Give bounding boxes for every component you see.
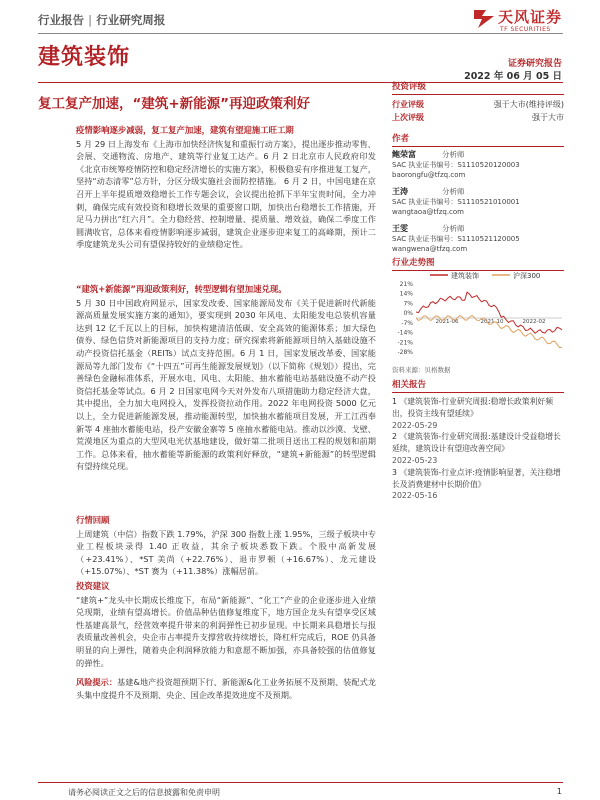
breadcrumb-industry-report: 行业报告 xyxy=(38,13,84,27)
y-tick-label: -14% xyxy=(397,329,413,337)
related-item-date: 2022-05-16 xyxy=(392,491,438,501)
author-entry xyxy=(392,150,564,187)
series-line-construction xyxy=(416,292,562,333)
report-date: 2022 年 06 月 05 日 xyxy=(464,71,562,82)
related-item[interactable] xyxy=(392,431,564,466)
x-tick-label: 2021-10 xyxy=(480,319,504,325)
section-body: 基建&地产投资超预期下行、新能源&化工业务拓展不及预期、装配式龙头集中度提升不及预期、央企、国企改革提效进度不及预期。 xyxy=(76,677,376,700)
logo-text-en: TF SECURITIES xyxy=(500,26,551,33)
report-type: 证券研究报告 xyxy=(507,59,562,69)
page-number: 1 xyxy=(556,787,562,796)
authors-title: 作者 xyxy=(392,134,410,144)
logo-text-cn: 天风证券 xyxy=(498,8,563,26)
chart-title: 行业走势图 xyxy=(392,258,435,268)
breadcrumb-separator: | xyxy=(88,13,93,27)
section-heading: 风险提示： xyxy=(76,677,118,687)
section-body: “建筑+”龙头中长期成长维度下，布局“新能源”、“化工”产业的企业逐步进入业绩兑现期，业绩有望高增长。价值品种估值修复维度下，地方国企龙头有望享受区域性基建高景气，经营效率提升带来的利润弹性已初步显现。中长期来具稳增长与报表质量改善机会，央企市占率提升支撑营收持续增长，降杠杆完成后，ROE 仍具备明显的向上弹性，随着央企利润释放能力和意愿不断加强，亦具备较强的估值修复的弹性。 xyxy=(76,594,376,668)
chart-legend xyxy=(430,271,540,280)
x-tick-label: 2022-02 xyxy=(522,319,546,325)
section-new-energy xyxy=(76,283,376,473)
legend-label-hs300: 沪深300 xyxy=(513,272,541,280)
related-item-title[interactable]: 3 《建筑装饰-行业点评:疫情影响显著，关注稳增长及消费建材中长期价值》 xyxy=(392,467,561,489)
author-email[interactable]: baorongfu@tfzq.com xyxy=(392,171,466,179)
y-tick-label: -7% xyxy=(401,319,413,327)
author-role: 分析师 xyxy=(442,187,465,196)
section-body: 5 月 30 日中国政府网显示，国家发改委、国家能源局发布《关于促进新时代新能源高质量发展实施方案的通知》，要实现到 2030 年风电、太阳能发电总装机容量达到 12 亿千瓦以上的目标，加快构建清洁低碳、安全高效的能源体系；加大绿色债券、绿色信贷对新能源项目的支持力度；研究探索将新能源项目纳入基础设施不动产投资信托基金（REITs）试点支持范围。6 月 1 日，国家发展改革委、国家能源局等九部门发布《“十四五”可再生能源发展规划》（以下简称《规划》）提出，完善绿色金融标准体系，开展水电、风电、太阳能、抽水蓄能电站基础设施不动产投资信托基金等试点。6 月 2 日国家电网今天对外发布八项措施助力稳定经济大盘，其中提出，全力加大电网投入，发挥投资拉动作用。2022 年电网投资 5000 亿元以上，全力促进新能源发展，推动能源转型，加快抽水蓄能项目发展，开工江西奉新等 4 座抽水蓄能电站，投产安徽金寨等 5 座抽水蓄能电站。推动以沙漠、戈壁、荒漠地区为重点的大型风电光伏基地建设，做好第二批项目送出工程的规划和前期工作。总体来看，抽水蓄能等新能源的政策利好释放，“建筑+新能源”的转型逻辑有望持续兑现。 xyxy=(76,297,376,472)
section-investment-advice xyxy=(76,580,376,669)
related-item-date: 2022-05-29 xyxy=(392,420,438,430)
section-risk xyxy=(76,676,376,701)
related-panel xyxy=(392,378,564,502)
x-tick-label: 2021-06 xyxy=(435,319,459,325)
related-divider xyxy=(392,392,564,393)
header-divider xyxy=(38,33,563,34)
prev-rating-row xyxy=(392,111,564,124)
related-item[interactable] xyxy=(392,396,564,431)
rating-label: 行业评级 xyxy=(392,100,424,109)
section-heading: 行情回顾 xyxy=(76,515,110,525)
y-tick-label: 21% xyxy=(399,281,413,288)
report-title: 建筑装饰 xyxy=(38,45,131,70)
author-name: 王雯 xyxy=(392,224,408,233)
footer-divider xyxy=(38,782,563,783)
related-item-title[interactable]: 1 《建筑装饰-行业研究周报:稳增长政策利好频出，投资主线有望延续》 xyxy=(392,397,554,418)
author-role: 分析师 xyxy=(442,224,465,233)
prev-rating-label: 上次评级 xyxy=(392,113,424,122)
footer-disclaimer: 请务必阅读正文之后的信息披露和免责申明 xyxy=(68,788,220,797)
y-tick-label: 14% xyxy=(399,290,413,298)
author-name: 王涛 xyxy=(392,187,408,196)
report-subtitle: 复工复产加速，“建筑+新能源”再迎政策利好 xyxy=(38,96,311,112)
y-tick-label: 7% xyxy=(403,300,413,308)
author-name: 鲍荣富 xyxy=(392,150,416,159)
section-heading: 疫情影响逐步减弱，复工复产加速，建筑有望迎施工旺工期 xyxy=(76,125,294,135)
related-item-date: 2022-05-23 xyxy=(392,455,438,465)
legend-label-construction: 建筑装饰 xyxy=(451,272,479,280)
section-epidemic xyxy=(76,124,376,251)
trend-chart-svg xyxy=(392,268,564,360)
section-body: 上周建筑（中信）指数下跌 1.79%，沪深 300 指数上涨 1.95%，三级子板块中专业工程板块录得 1.40 正收益，其余子板块悉数下跌。个股中高新发展（+23.41%）、*ST 美尚（+22.76%）、退市罗顿（+16.67%）、龙元建设（+15.07%）、*ST 赛为（+11.38%）涨幅居前。 xyxy=(76,528,376,577)
related-item[interactable] xyxy=(392,467,564,502)
author-email[interactable]: wangtaoa@tfzq.com xyxy=(392,208,465,216)
y-axis-ticks xyxy=(397,281,413,356)
section-body: 5 月 29 日上海发布《上海市加快经济恢复和重振行动方案》，提出逐步推动零售、会展、交通物流、房地产、建筑等行业复工达产。6 月 2 日北京市人民政府印发《北京市统筹疫情防控和稳定经济增长的实施方案》，积极稳妥有序推进复工复产，坚持“动态清零”总方针，分区分级实施社会面防控措施。 6 月 2 日，中国电建在京召开上半年提质增效稳增长工作专题会议，会议提出抢抓下半年宝贵时间，全力冲刺，确保完成有效投资和稳增长效果的重要窗口期，加快出台稳增长工作措施，开足马力拼出“红六月”。全力稳经营、控制增量、提质量、增效益，确保二季度工作圆满收官，总体来看疫情影响逐步减弱，建筑企业逐步迎来复工的高峰期，预计二季度建筑龙头公司有望保持较好的业绩稳定性。 xyxy=(76,138,376,250)
section-heading: “建筑+新能源”再迎政策利好，转型逻辑有望加速兑现。 xyxy=(76,284,287,294)
author-role: 分析师 xyxy=(442,150,465,159)
section-heading: 投资建议 xyxy=(76,581,110,591)
rating-divider xyxy=(392,94,564,95)
trend-chart xyxy=(392,268,564,360)
authors-panel xyxy=(392,132,564,261)
author-cert: SAC 执业证书编号：S1110521120005 xyxy=(392,235,520,243)
related-item-title[interactable]: 2 《建筑装饰-行业研究周报:基建设计受益稳增长延续，建筑设计有望迎改善空间》 xyxy=(392,432,561,454)
author-entry xyxy=(392,187,564,224)
related-title: 相关报告 xyxy=(392,380,427,390)
tf-logo-icon xyxy=(472,6,496,30)
author-cert: SAC 执业证书编号：S1110520120003 xyxy=(392,161,520,169)
chart-source: 资料来源：贝格数据 xyxy=(392,366,451,374)
rating-row xyxy=(392,98,564,111)
prev-rating-value: 强于大市 xyxy=(532,113,564,122)
breadcrumb-weekly: 行业研究周报 xyxy=(96,13,166,27)
y-tick-label: -28% xyxy=(397,349,413,356)
section-market-review xyxy=(76,514,376,578)
author-cert: SAC 执业证书编号：S1110521010001 xyxy=(392,198,520,206)
rating-panel xyxy=(392,80,564,124)
rating-value: 强于大市(维持评级) xyxy=(493,100,564,109)
rating-title: 投资评级 xyxy=(392,82,427,92)
report-category xyxy=(38,12,165,28)
authors-divider xyxy=(392,146,564,147)
author-email[interactable]: wangwena@tfzq.com xyxy=(392,245,468,253)
y-tick-label: 0% xyxy=(403,310,413,318)
y-tick-label: -21% xyxy=(397,339,413,347)
